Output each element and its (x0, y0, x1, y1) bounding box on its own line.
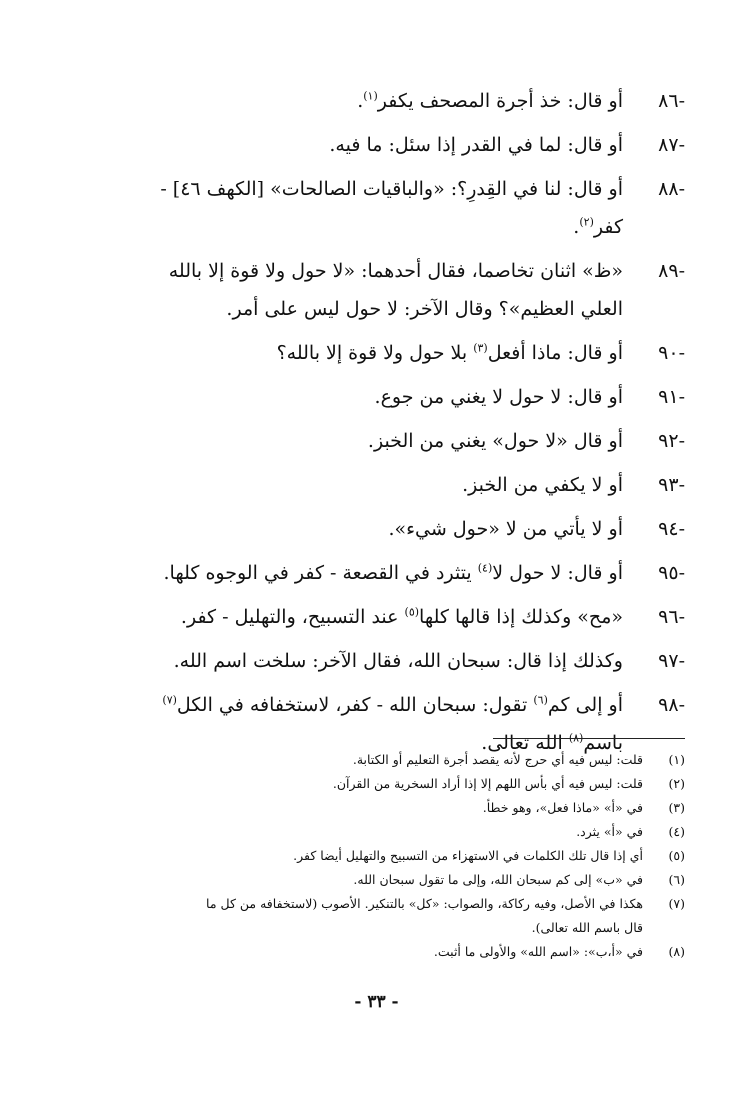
entry-text: أو لا يأتي من لا «حول شيء». (388, 518, 623, 540)
footnote-ref[interactable]: (١) (363, 89, 378, 103)
entry-89 (100, 252, 685, 328)
footnote-text: أي إذا قال تلك الكلمات في الاستهزاء من التسبيح والتهليل أيضا كفر. (293, 848, 643, 863)
entry-94 (100, 510, 685, 548)
footnote-1 (100, 748, 685, 772)
footnote-number: (٧) (668, 896, 685, 911)
footnote-number: (٢) (668, 776, 685, 791)
entry-text: أو قال: ماذا أفعل$^{(٣)}$ بلا حول ولا قوة إلا بالله؟ (276, 341, 623, 364)
footnote-number: (٣) (668, 800, 685, 815)
entry-number: -٩٣ (658, 474, 685, 496)
entry-text: أو قال: لنا في القِدرِ؟: «والباقيات الصالحات» [الكهف ٤٦] - (160, 178, 623, 200)
footnote-text: في «أ» «ماذا فعل»، وهو خطأ. (482, 800, 643, 815)
entry-93 (100, 466, 685, 504)
entry-number: -٨٩ (658, 260, 685, 282)
footnote-4 (100, 820, 685, 844)
footnote-ref[interactable]: (٥) (404, 605, 420, 619)
entry-number: -٩٦ (658, 606, 685, 628)
entry-text: أو قال: خذ أجرة المصحف يكفر$^{(١)}$. (357, 89, 623, 112)
entry-number: -٩٧ (658, 650, 685, 672)
entry-text-continued: كفر$^{(٢)}$. (573, 215, 623, 238)
footnote-ref[interactable]: (٢) (579, 215, 594, 229)
footnote-text: قلت: ليس فيه أي بأس اللهم إلا إذا أراد السخرية من القرآن. (332, 776, 643, 791)
entry-96 (100, 598, 685, 636)
entry-number: -٩١ (658, 386, 685, 408)
footnote-number: (١) (668, 752, 685, 767)
footnote-3 (100, 796, 685, 820)
footnote-divider (493, 738, 685, 739)
entry-text: أو قال: لا حول لا$^{(٤)}$ يتثرد في القصعة - كفر في الوجوه كلها. (163, 561, 623, 584)
footnote-number: (٥) (668, 848, 685, 863)
entry-90 (100, 334, 685, 372)
entry-text: أو قال: لا حول لا يغني من جوع. (374, 386, 623, 408)
footnote-2 (100, 772, 685, 796)
entry-97 (100, 642, 685, 680)
entry-number: -٩٤ (658, 518, 685, 540)
entry-text: وكذلك إذا قال: سبحان الله، فقال الآخر: سلخت اسم الله. (173, 650, 623, 672)
entry-number: -٩٥ (658, 562, 685, 584)
entry-text: أو لا يكفي من الخبز. (462, 474, 623, 496)
entry-text-continued: باسم$^{(٨)}$ الله تعالى. (481, 731, 623, 754)
entry-number: -٩٨ (658, 694, 685, 716)
entry-text: أو إلى كم$^{(٦)}$ تقول: سبحان الله - كفر، لاستخفافه في الكل$^{(٧)}$ (162, 693, 623, 716)
entry-91 (100, 378, 685, 416)
footnote-text: قلت: ليس فيه أي حرج لأنه يقصد أجرة التعليم أو الكتابة. (352, 752, 643, 767)
entry-text: أو قال «لا حول» يغني من الخبز. (367, 430, 623, 452)
footnote-7 (100, 892, 685, 940)
entry-number: -٨٧ (658, 134, 685, 156)
entry-92 (100, 422, 685, 460)
entry-87 (100, 126, 685, 164)
entry-number: -٨٨ (658, 178, 685, 200)
footnote-text: في «أ،ب»: «اسم الله» والأولى ما أثبت. (433, 944, 643, 959)
entry-number: -٩٠ (658, 342, 685, 364)
footnote-number: (٤) (668, 824, 685, 839)
footnote-number: (٦) (668, 872, 685, 887)
footnote-ref[interactable]: (٨) (568, 731, 584, 745)
entry-95 (100, 554, 685, 592)
footnote-ref[interactable]: (٧) (162, 693, 177, 707)
entry-86 (100, 82, 685, 120)
footnote-ref[interactable]: (٣) (473, 341, 488, 355)
footnote-number: (٨) (668, 944, 685, 959)
footnote-5 (100, 844, 685, 868)
entry-88 (100, 170, 685, 246)
footnote-ref[interactable]: (٤) (477, 561, 493, 575)
footnote-text-continued: قال باسم الله تعالى). (531, 920, 643, 935)
page-number: - ٣٣ - (354, 992, 399, 1012)
entry-text-continued: العلي العظيم»؟ وقال الآخر: لا حول ليس على أمر. (226, 298, 623, 320)
footnotes-list (100, 748, 685, 964)
footnote-6 (100, 868, 685, 892)
entry-text: «مح» وكذلك إذا قالها كلها$^{(٥)}$ عند التسبيح، والتهليل - كفر. (180, 605, 623, 628)
entry-text: أو قال: لما في القدر إذا سئل: ما فيه. (329, 134, 623, 156)
entry-number: -٩٢ (658, 430, 685, 452)
footnote-text: في «أ» يثرد. (576, 824, 643, 839)
entry-number: -٨٦ (658, 90, 685, 112)
footnote-text: في «ب» إلى كم سبحان الله، وإلى ما تقول سبحان الله. (353, 872, 643, 887)
footnote-text: هكذا في الأصل، وفيه ركاكة، والصواب: «كل» بالتنكير. الأصوب (لاستخفافه من كل ما (206, 896, 643, 911)
footnote-ref[interactable]: (٦) (533, 693, 548, 707)
entries-list (100, 82, 685, 768)
entry-text: «ظ» اثنان تخاصما، فقال أحدهما: «لا حول ولا قوة إلا بالله (168, 260, 623, 282)
footnote-8 (100, 940, 685, 964)
